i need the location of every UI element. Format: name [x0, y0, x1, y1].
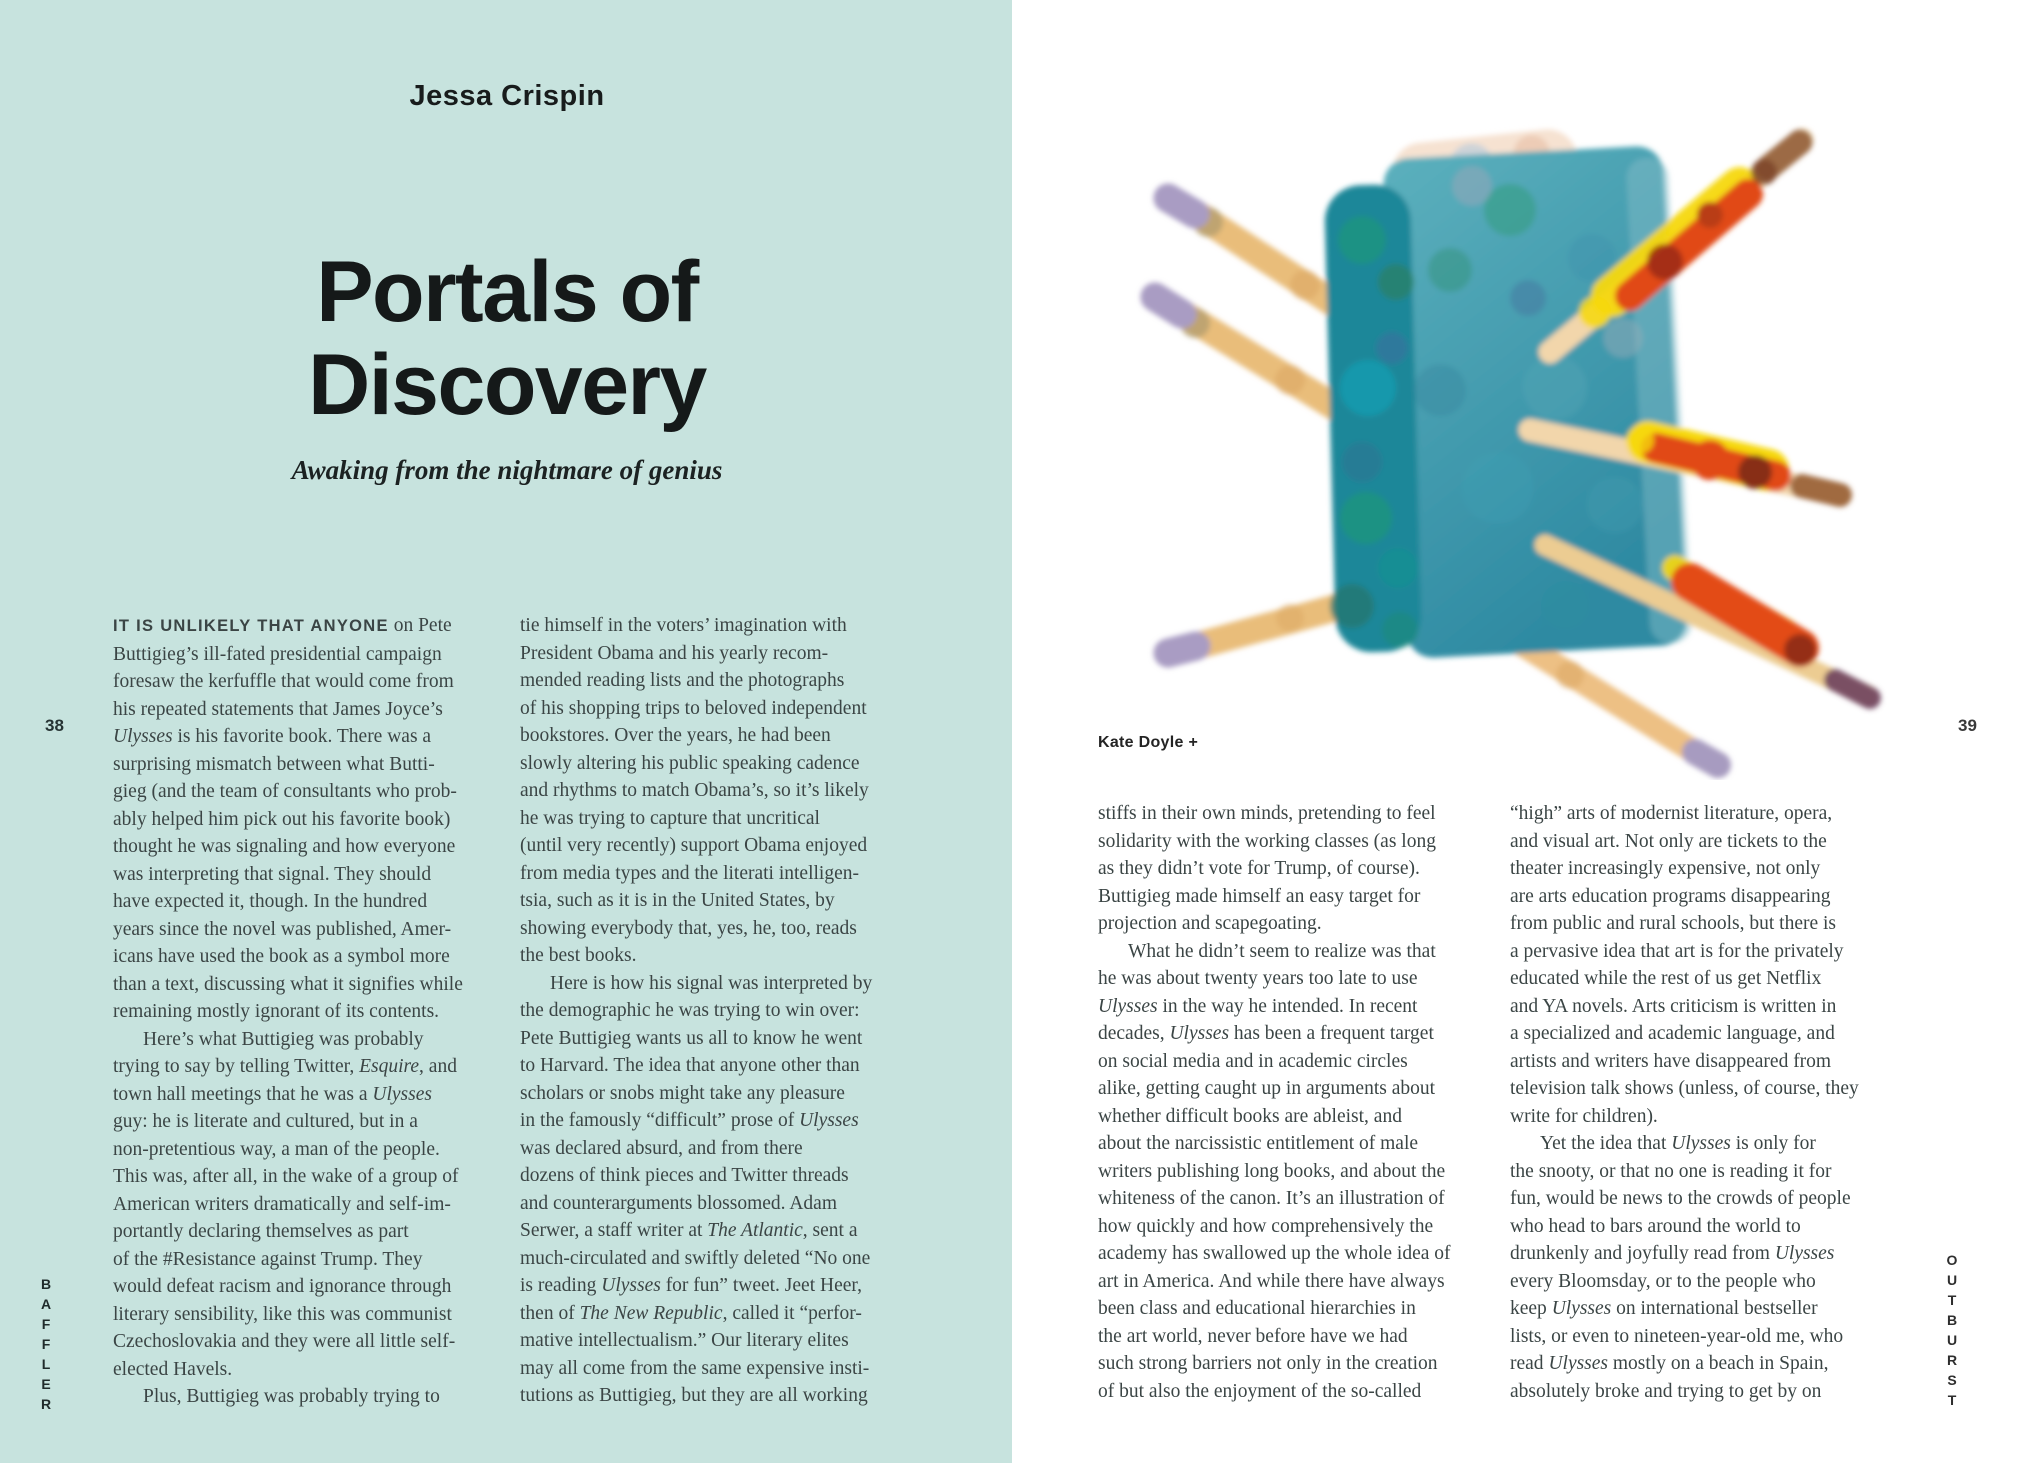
article-subtitle: Awaking from the nightmare of genius — [291, 455, 723, 485]
page-left — [0, 0, 1012, 1463]
folio-magazine-name: BAFFLER — [38, 1276, 54, 1416]
text-column-4: “high” arts of modernist literature, opera, and visual art. Not only are tickets to the theater increasingly expensive, not only are arts education programs disappearing from public and rural schools, but there is a pervasive idea that art is for the privately educated while the rest of us get Netflix and YA novels. Arts criticism is written in a specialized and academic language, and artists and writers have disappeared from television talk shows (unless, of course, they write for children). Yet the idea that Ulysses is only for the snooty, or that no one is reading it for fun, would be news to the crowds of people who head to bars around the world to drunkenly and joyfully read from Ulysses every Bloomsday, or to the people who keep Ulysses on international bestseller lists, or even to nineteen-year-old me, who read Ulysses mostly on a beach in Spain, absolutely broke and trying to get by on — [1510, 803, 1859, 1402]
text-column-1: IT IS UNLIKELY THAT ANYONE on Pete Buttigieg’s ill-fated presidential campaign foresaw the kerfuffle that would come from his repeated statements that James Joyce’s Ulysses is his favorite book. There was a surprising mismatch between what Butti- gieg (and the team of consultants who prob- ably helped him pick out his favorite book) thought he was signaling and how everyone was interpreting that signal. They should have expected it, though. In the hundred years since the novel was published, Amer- icans have used the book as a symbol more than a text, discussing what it signifies while remaining mostly ignorant of its contents. Here’s what Buttigieg was probably trying to say by telling Twitter, Esquire, and town hall meetings that he was a Ulysses guy: he is literate and cultured, but in a non-pretentious way, a man of the people. This was, after all, in the wake of a group of American writers dramatically and self-im- portantly declaring themselves as part of the #Resistance against Trump. They would defeat racism and ignorance through literary sensibility, like this was communist Czechoslovakia and they were all little self- elected Havels. Plus, Buttigieg was probably trying to — [113, 615, 463, 1407]
folio-section-name: OUTBURST — [1944, 1252, 1960, 1412]
text-column-3: stiffs in their own minds, pretending to feel solidarity with the working classes (as long as they didn’t vote for Trump, of course). Buttigieg made himself an easy target for projection and scapegoating. What he didn’t seem to realize was that he was about twenty years too late to use Ulysses in the way he intended. In recent decades, Ulysses has been a frequent target on social media and in academic circles alike, getting caught up in arguments about whether difficult books are ableist, and about the narcissistic entitlement of male writers publishing long books, and about the whiteness of the canon. It’s an illustration of how quickly and how comprehensively the academy has swallowed up the whole idea of art in America. And while there have always been class and educational hierarchies in the art world, never before have we had such strong barriers not only in the creation of but also the enjoyment of the so-called — [1098, 803, 1451, 1402]
byline: Jessa Crispin — [409, 80, 605, 112]
page-number-right: 39 — [1958, 716, 1977, 735]
text-column-2: tie himself in the voters’ imagination with President Obama and his yearly recom- mended reading lists and the photographs of his shopping trips to beloved independent bookstores. Over the years, he had been slowly altering his public speaking cadence and rhythms to match Obama’s, so it’s likely he was trying to capture that uncritical (until very recently) support Obama enjoyed from media types and the literati intelligen- tsia, such as it is in the United States, by showing everybody that, yes, he, too, reads the best books. Here is how his signal was interpreted by the demographic he was trying to win over: Pete Buttigieg wants us all to know he went to Harvard. The idea that anyone other than scholars or snobs might take any pleasure in the famously “difficult” prose of Ulysses was declared absurd, and from there dozens of think pieces and Twitter threads and counterarguments blossomed. Adam Serwer, a staff writer at The Atlantic, sent a much-circulated and swiftly deleted “No one is reading Ulysses for fun” tweet. Jeet Heer, then of The New Republic, called it “perfor- mative intellectualism.” Our literary elites may all come from the same expensive insti- tutions as Buttigieg, but they are all working — [520, 615, 873, 1406]
title-line-2: Discovery — [308, 337, 706, 433]
book-matches-illustration — [1100, 90, 1910, 780]
illustration-credit: Kate Doyle + — [1098, 734, 1199, 751]
title-line-1: Portals of — [316, 244, 698, 340]
article-title — [160, 246, 854, 432]
page-number-left: 38 — [45, 716, 64, 735]
